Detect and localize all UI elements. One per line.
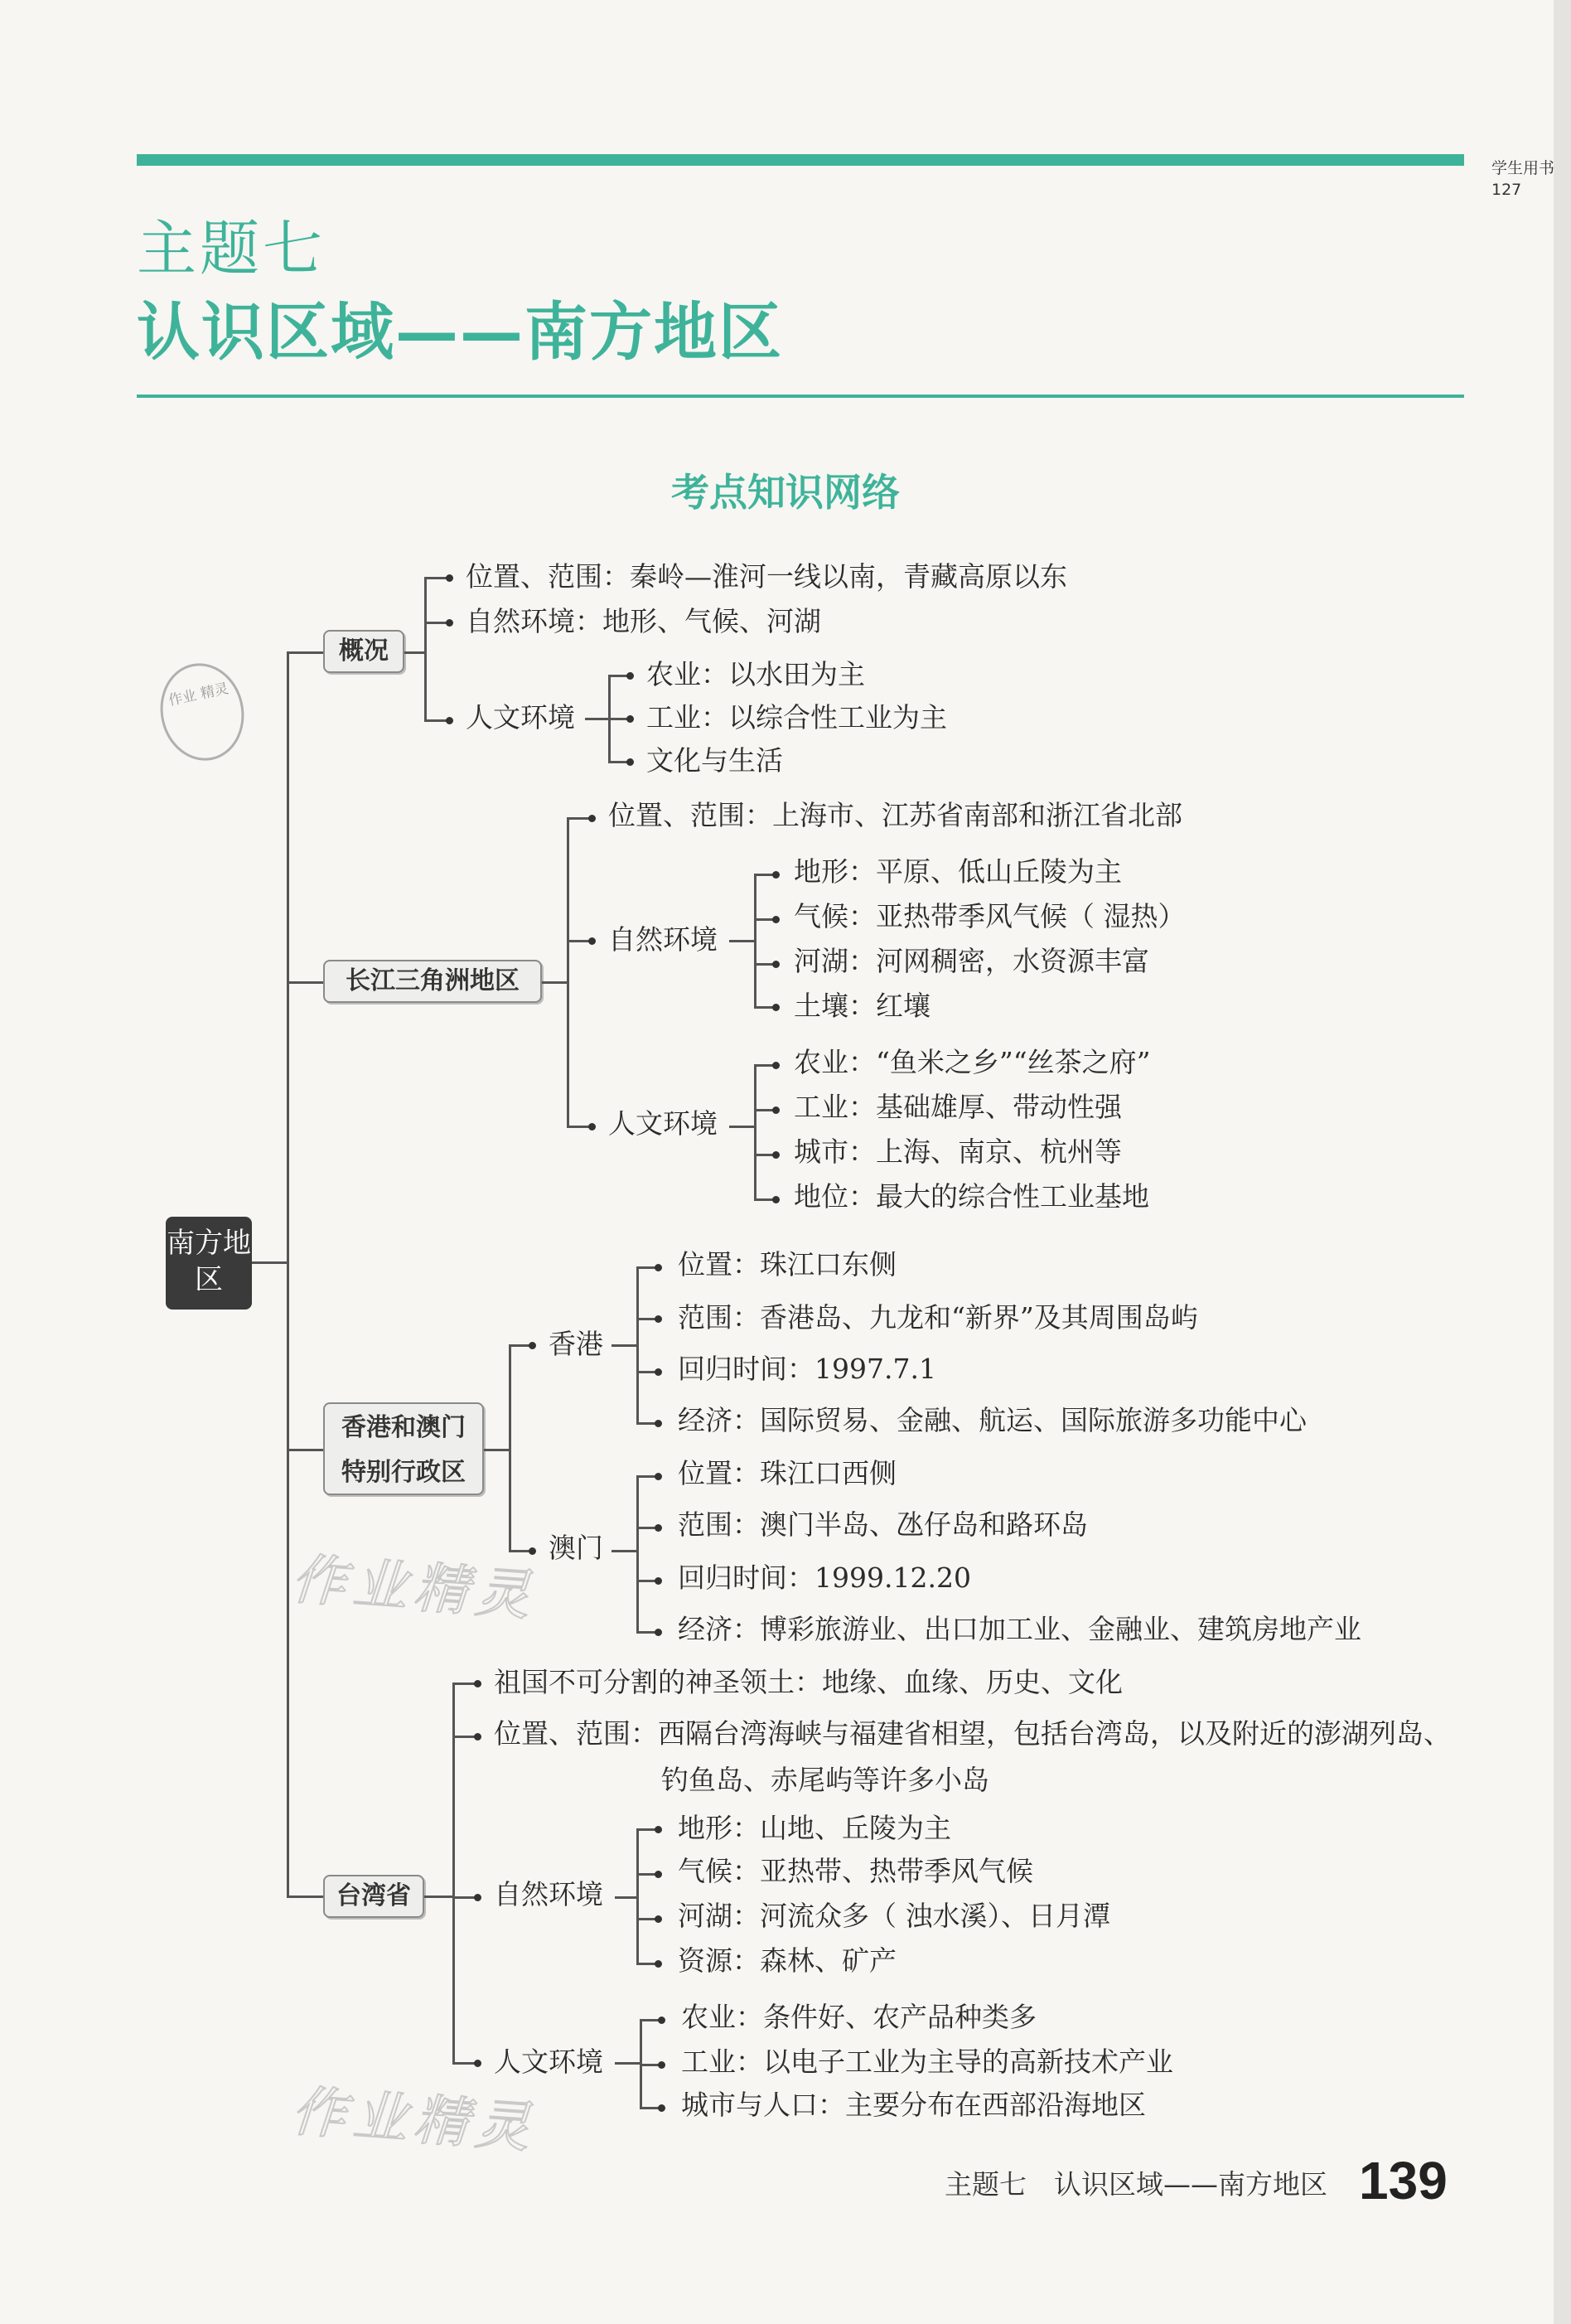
side-note [1491,157,1554,201]
connector [287,1896,323,1898]
yangtze-rivers: 河湖：河网稠密，水资源丰富 [794,945,1149,977]
hk-node: 香港 [549,1328,603,1360]
connector [424,1896,452,1898]
connector [484,1449,509,1451]
macau-location: 位置：珠江口西侧 [678,1457,897,1489]
hkmacau-label-line2: 特别行政区 [341,1458,466,1487]
bullet-dot [658,2061,665,2069]
theme-label: 主题七 [137,214,326,283]
bullet-dot [588,815,596,822]
connector [452,1682,455,2064]
watermark: 作业精灵 [289,2079,539,2161]
connector [542,981,567,984]
yangtze-soil: 土壤：红壤 [794,990,931,1022]
bullet-dot [655,1871,662,1878]
bullet-dot [626,672,634,680]
overview-box: 概况 [323,630,404,673]
connector [287,1449,323,1451]
page-number: 139 [1359,2151,1448,2210]
bullet-dot [658,2017,665,2024]
macau-economy: 经济：博彩旅游业、出口加工业、金融业、建筑房地产业 [678,1613,1361,1645]
bullet-dot [772,1151,780,1159]
watermark: 作业精灵 [289,1547,539,1629]
side-note-label: 学生用书 [1491,159,1555,177]
connector [287,651,289,1896]
yangtze-natural: 自然环境 [608,923,718,956]
page-edge [1554,0,1571,2324]
theme-title: 认识区域——南方地区 [137,295,783,369]
bullet-dot [474,1680,481,1687]
bullet-dot [588,937,596,945]
bullet-dot [772,961,780,968]
taiwan-cities: 城市与人口：主要分布在西部沿海地区 [681,2089,1146,2121]
bullet-dot [772,1004,780,1011]
bullet-dot [626,715,634,723]
yangtze-human: 人文环境 [608,1107,718,1140]
overview-industry: 工业：以综合性工业为主 [646,701,947,734]
header-bar [137,154,1464,166]
homework-stamp: 作业 精灵 [152,656,253,768]
overview-culture: 文化与生活 [646,744,783,777]
bullet-dot [772,916,780,923]
bullet-dot [655,1315,662,1323]
connector [611,1550,636,1552]
bullet-dot [446,574,453,582]
overview-human: 人文环境 [466,701,575,734]
overview-agriculture: 农业：以水田为主 [646,658,865,690]
connector [611,1344,636,1347]
taiwan-resources: 资源：森林、矿产 [678,1944,897,1977]
connector [754,874,756,1008]
bullet-dot [655,1368,662,1376]
macau-node: 澳门 [549,1532,603,1564]
bullet-dot [772,1196,780,1203]
bullet-dot [772,1106,780,1114]
bullet-dot [655,1629,662,1636]
hk-return: 回归时间：1997.7.1 [678,1353,936,1385]
taiwan-box: 台湾省 [323,1875,424,1918]
bullet-dot [529,1342,536,1349]
section-title: 考点知识网络 [671,470,900,515]
bullet-dot [658,2104,665,2112]
taiwan-location: 位置、范围：西隔台湾海峡与福建省相望，包括台湾岛，以及附近的澎湖列岛、 [494,1717,1451,1750]
footer-text: 主题七 认识区域——南方地区 [945,2168,1327,2201]
taiwan-territory: 祖国不可分割的神圣领土：地缘、血缘、历史、文化 [494,1666,1123,1698]
bullet-dot [474,1733,481,1741]
root-node: 南方地区 [166,1217,252,1310]
bullet-dot [588,1123,596,1131]
connector [615,1896,636,1899]
bullet-dot [626,758,634,766]
taiwan-climate: 气候：亚热带、热带季风气候 [678,1855,1033,1887]
yangtze-box: 长江三角洲地区 [323,960,542,1003]
taiwan-industry: 工业：以电子工业为主导的高新技术产业 [681,2046,1173,2078]
taiwan-natural: 自然环境 [494,1878,603,1910]
bullet-dot [446,619,453,627]
taiwan-agriculture: 农业：条件好、农产品种类多 [681,2001,1037,2033]
connector [585,718,608,720]
yangtze-location: 位置、范围：上海市、江苏省南部和浙江省北部 [608,799,1182,831]
yangtze-cities: 城市：上海、南京、杭州等 [794,1135,1122,1168]
connector [252,1261,287,1264]
bullet-dot [655,1577,662,1585]
macau-area: 范围：澳门半岛、氹仔岛和路环岛 [678,1508,1088,1541]
bullet-dot [772,1062,780,1069]
taiwan-landform: 地形：山地、丘陵为主 [678,1812,951,1844]
connector [404,651,424,654]
yangtze-industry: 工业：基础雄厚、带动性强 [794,1091,1122,1123]
bullet-dot [474,1894,481,1901]
connector [636,1266,639,1424]
bullet-dot [474,2060,481,2067]
yangtze-climate: 气候：亚热带季风气候（ 湿热） [794,900,1186,932]
overview-natural: 自然环境：地形、气候、河湖 [466,605,821,637]
connector [567,817,569,1127]
bullet-dot [655,1524,662,1532]
hk-area: 范围：香港岛、九龙和“新界”及其周围岛屿 [678,1301,1198,1334]
hkmacau-box [323,1402,484,1495]
connector [754,1064,756,1200]
bullet-dot [655,1264,662,1271]
yangtze-status: 地位：最大的综合性工业基地 [794,1180,1149,1213]
hkmacau-label-line1: 香港和澳门 [341,1413,466,1442]
connector [729,1126,754,1128]
yangtze-agriculture: 农业：“鱼米之乡”“丝茶之府” [794,1046,1151,1078]
bullet-dot [655,1473,662,1480]
macau-return: 回归时间：1999.12.20 [678,1561,971,1594]
bullet-dot [655,1420,662,1427]
bullet-dot [446,717,453,724]
bullet-dot [655,1915,662,1923]
connector [615,2062,640,2065]
taiwan-rivers: 河湖：河流众多（ 浊水溪）、日月潭 [678,1900,1110,1932]
bullet-dot [772,871,780,879]
side-note-number: 127 [1491,181,1522,199]
connector [424,577,427,721]
connector [287,981,323,984]
connector [509,1344,511,1552]
header-rule [137,395,1464,398]
yangtze-landform: 地形：平原、低山丘陵为主 [794,855,1122,888]
hk-location: 位置：珠江口东侧 [678,1248,897,1281]
connector [636,1828,639,1964]
taiwan-human: 人文环境 [494,2046,603,2078]
taiwan-location-cont: 钓鱼岛、赤尾屿等许多小岛 [661,1764,989,1796]
connector [729,940,754,942]
connector [636,1475,639,1633]
hk-economy: 经济：国际贸易、金融、航运、国际旅游多功能中心 [678,1404,1307,1436]
bullet-dot [655,1826,662,1833]
bullet-dot [655,1960,662,1968]
overview-location: 位置、范围：秦岭—淮河一线以南，青藏高原以东 [466,560,1067,593]
connector [287,651,323,654]
